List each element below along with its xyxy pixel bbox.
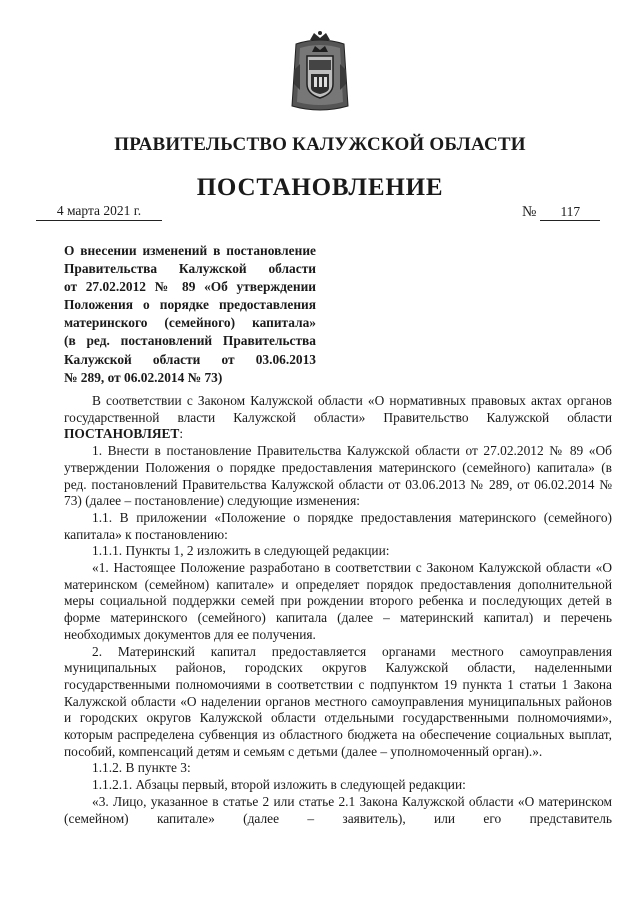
paragraph-1-1-2: 1.1.2. В пункте 3:: [92, 760, 191, 776]
paragraph-1-1-2-1: 1.1.2.1. Абзацы первый, второй изложить в следующей редакции:: [92, 777, 466, 793]
preamble-text: В соответствии с Законом Калужской области «О нормативных правовых актах органов государственной власти Калужской области» Правительство Калужской области: [64, 393, 612, 425]
document-body: [64, 393, 612, 827]
organization-title: ПРАВИТЕЛЬСТВО КАЛУЖСКОЙ ОБЛАСТИ: [114, 134, 526, 155]
document-type-title: ПОСТАНОВЛЕНИЕ: [196, 174, 444, 201]
quoted-item-2: 2. Материнский капитал предоставляется органами местного самоуправления муниципальных районов, городских округов Калужской области, наделенными государственными полномочиями в соответствии с подпунктом 19 пункта 1 статьи 1 Закона Калужской области «О наделении органов местного самоуправления муниципальных районов и городских округов Калужской области отдельными государственными полномочиями», которым распределена субвенция из областного бюджета на обеспечение социальных выплат, пособий, компенсаций детям и семьям с детьми (далее – уполномоченный орган).».: [64, 643, 612, 759]
number-label: №: [522, 204, 537, 220]
resolves-word: ПОСТАНОВЛЯЕТ: [64, 426, 180, 442]
subject-line: от 27.02.2012 № 89 «Об утверждении: [64, 279, 316, 295]
number-value: 117: [540, 204, 600, 221]
subject-line: № 289, от 06.02.2014 № 73): [64, 369, 223, 385]
document-subject: [64, 242, 316, 387]
quoted-item-3: «3. Лицо, указанное в статье 2 или статье 2.1 Закона Калужской области «О материнском (семейном) капитале» (далее – заявитель), или его представитель: [64, 793, 612, 826]
paragraph-1: 1. Внести в постановление Правительства Калужской области от 27.02.2012 № 89 «Об утверждении Положения о порядке предоставления материнского (семейного) капитала» (в ред. постановлений Правительства Калужской области от 03.06.2013 № 289, от 06.02.2014 № 73) (далее – постановление) следующие изменения:: [64, 443, 612, 509]
preamble-paragraph: [64, 393, 612, 443]
document-number: [522, 204, 600, 221]
subject-line: О внесении изменений в постановление: [64, 243, 316, 258]
subject-line: Калужской области от 03.06.2013: [64, 351, 316, 367]
subject-line: материнского (семейного) капитала»: [64, 315, 316, 331]
coat-of-arms-icon: [288, 30, 352, 114]
resolves-colon: :: [179, 426, 184, 442]
document-date: 4 марта 2021 г.: [36, 203, 162, 221]
quoted-item-1: «1. Настоящее Положение разработано в соответствии с Законом Калужской области «О материнском (семейном) капитале» и определяет порядок предоставления дополнительной меры социальной поддержки семей при рождении второго ребенка и последующих детей в форме материнского (семейного) капитала (далее – материнский капитал) и перечень необходимых документов для ее получения.: [64, 560, 612, 642]
subject-line: Правительства Калужской области: [64, 261, 316, 277]
subject-line: Положения о порядке предоставления: [64, 297, 316, 313]
paragraph-1-1-1: 1.1.1. Пункты 1, 2 изложить в следующей редакции:: [92, 543, 390, 559]
subject-line: (в ред. постановлений Правительства: [64, 333, 316, 349]
paragraph-1-1: 1.1. В приложении «Положение о порядке предоставления материнского (семейного) капитала» к постановлению:: [64, 509, 612, 542]
